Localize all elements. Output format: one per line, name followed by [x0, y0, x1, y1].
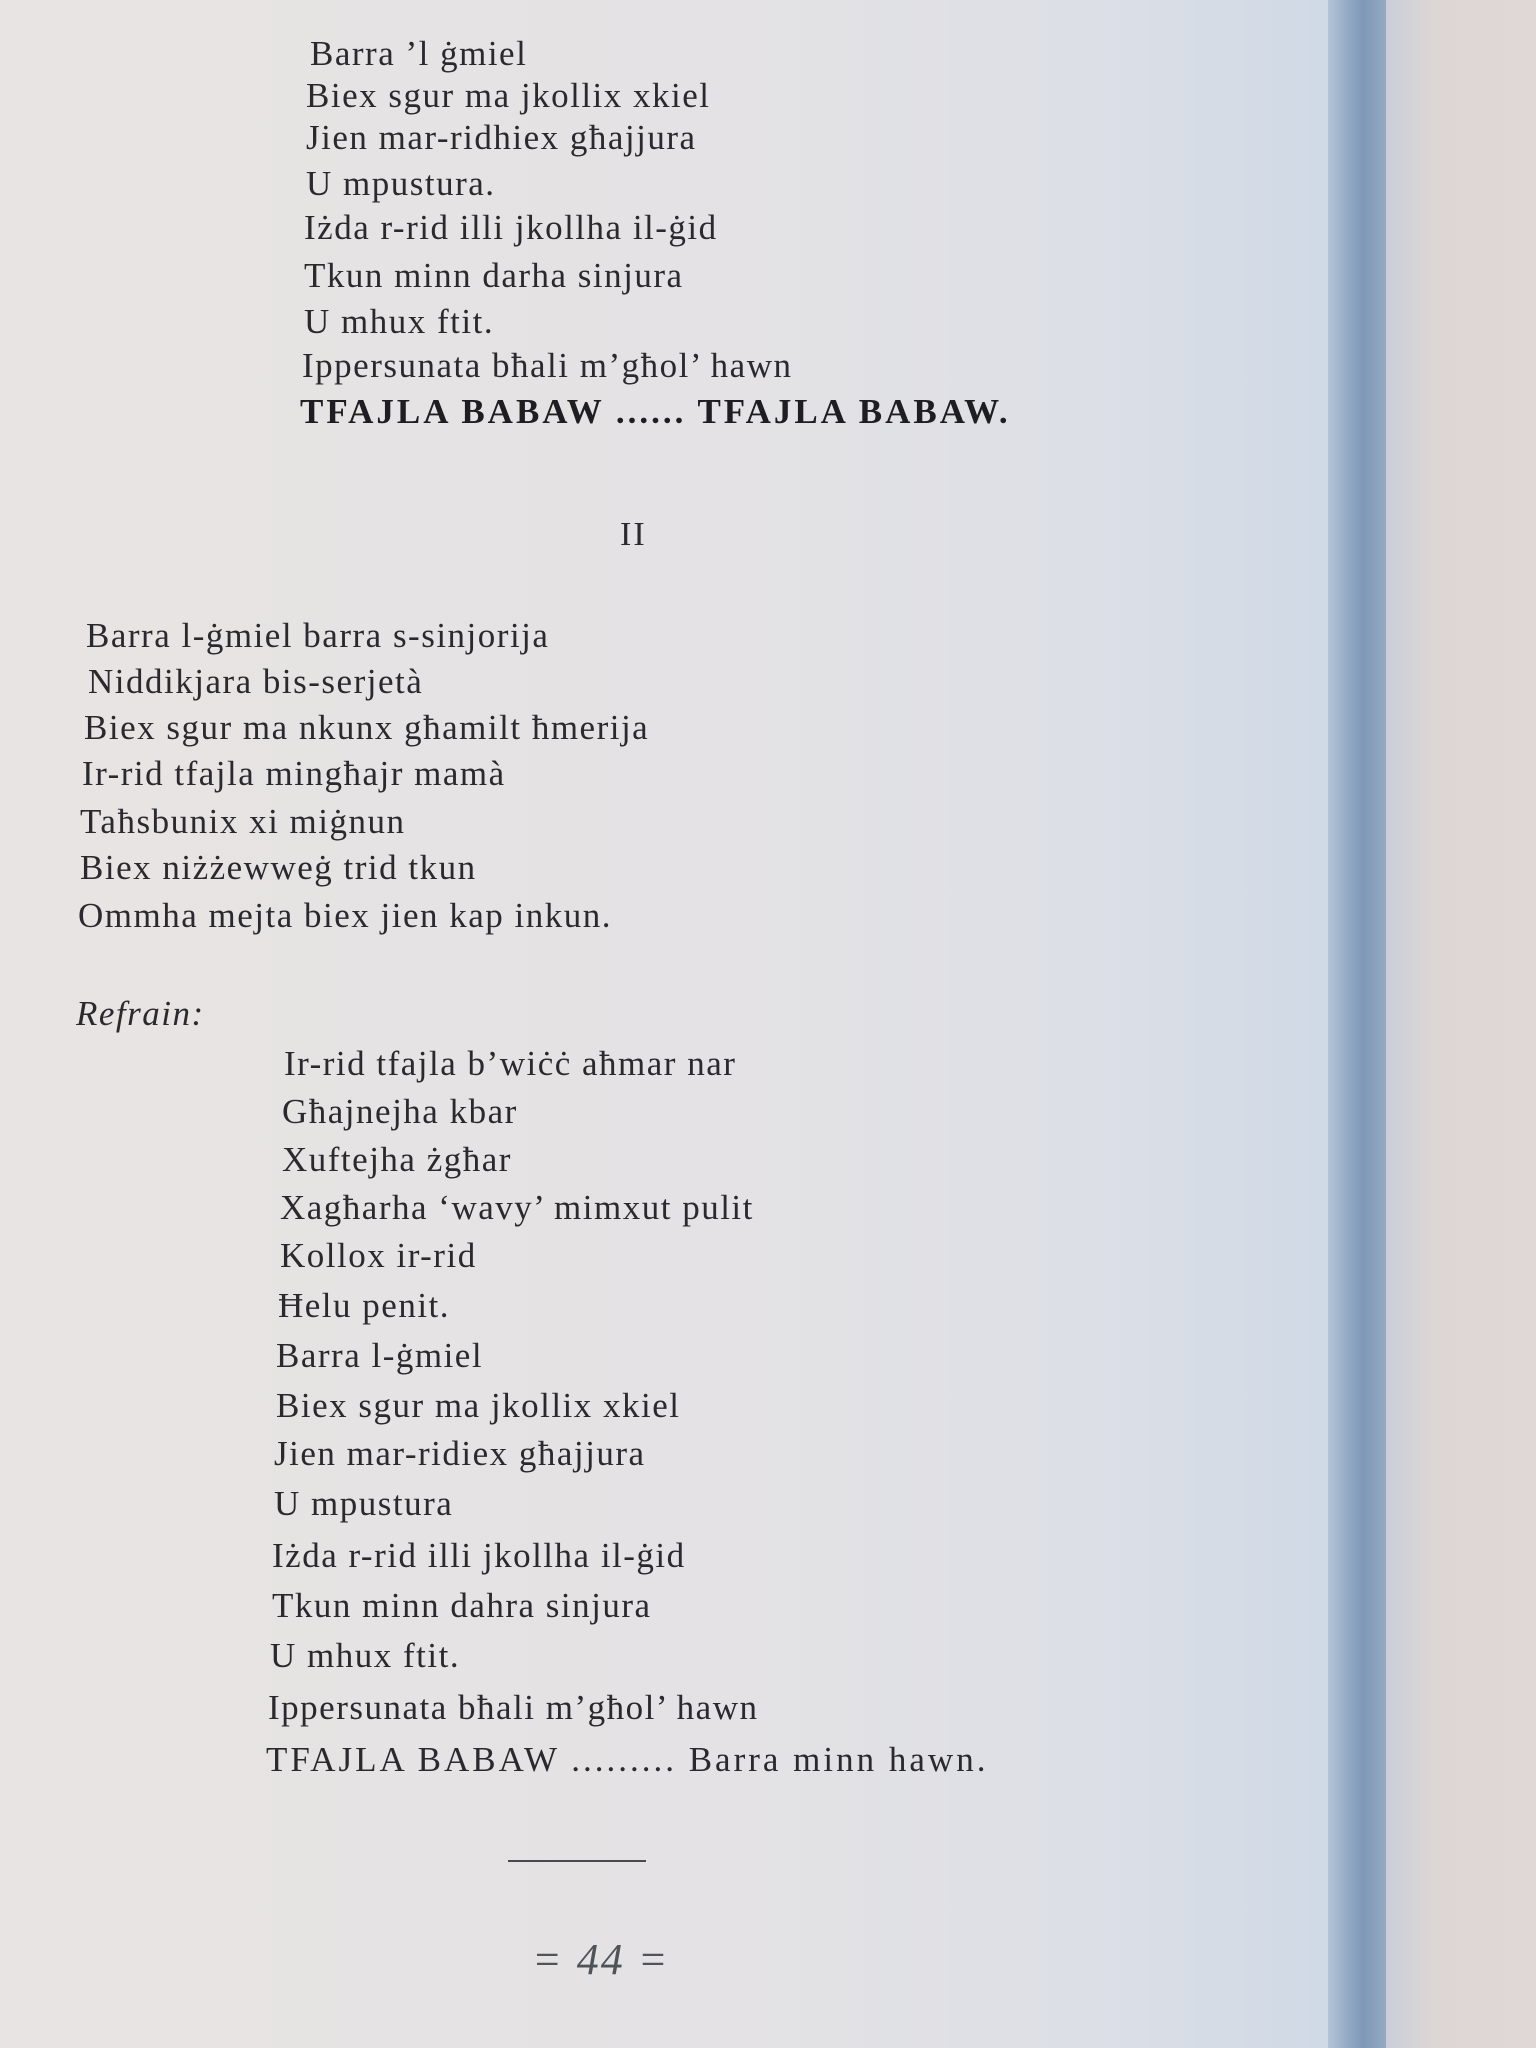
refrain-label: Refrain:	[76, 994, 205, 1033]
verse-line: U mpustura.	[306, 164, 496, 203]
verse-line: Taħsbunix xi miġnun	[80, 802, 406, 841]
refrain-line: Ħelu penit.	[278, 1286, 451, 1325]
refrain-line: Xagħarha ‘wavy’ mimxut pulit	[280, 1188, 754, 1227]
verse-line: U mhux ftit.	[304, 302, 495, 341]
verse-line: Biex sgur ma jkollix xkiel	[306, 76, 711, 115]
verse-line: Barra l-ġmiel barra s-sinjorija	[86, 616, 550, 655]
verse-line: Ommha mejta biex jien kap inkun.	[78, 896, 613, 935]
book-binding	[1328, 0, 1386, 2048]
refrain-line: Ippersunata bħali m’għol’ hawn	[268, 1688, 759, 1727]
refrain-line: U mhux ftit.	[270, 1636, 461, 1675]
adjacent-page-edge	[1386, 0, 1536, 2048]
refrain-line: Xuftejha żgħar	[282, 1140, 512, 1179]
page-number: = 44 =	[532, 1935, 670, 1984]
verse-line: Barra ’l ġmiel	[310, 34, 528, 73]
section-numeral: II	[620, 516, 647, 553]
verse-line: Niddikjara bis-serjetà	[88, 662, 424, 701]
refrain-line: U mpustura	[274, 1484, 454, 1523]
verse-line: Biex sgur ma nkunx għamilt ħmerija	[84, 708, 650, 747]
stanza-closing-line: TFAJLA BABAW ...... TFAJLA BABAW.	[300, 392, 1011, 431]
divider-rule	[508, 1860, 646, 1862]
refrain-line: Barra l-ġmiel	[276, 1336, 484, 1375]
verse-line: Ir-rid tfajla mingħajr mamà	[82, 754, 506, 793]
verse-line: Biex niżżewweġ trid tkun	[80, 848, 477, 887]
refrain-line: Għajnejha kbar	[282, 1092, 518, 1131]
verse-line: Ippersunata bħali m’għol’ hawn	[302, 346, 793, 385]
refrain-closing-line: TFAJLA BABAW ......... Barra minn hawn.	[266, 1740, 989, 1779]
verse-line: Tkun minn darha sinjura	[304, 256, 684, 295]
refrain-line: Tkun minn dahra sinjura	[272, 1586, 652, 1625]
refrain-line: Kollox ir-rid	[280, 1236, 477, 1275]
refrain-line: Iżda r-rid illi jkollha il-ġid	[272, 1536, 686, 1575]
refrain-line: Ir-rid tfajla b’wiċċ aħmar nar	[284, 1044, 737, 1083]
verse-line: Iżda r-rid illi jkollha il-ġid	[304, 208, 718, 247]
refrain-line: Biex sgur ma jkollix xkiel	[276, 1386, 681, 1425]
verse-line: Jien mar-ridhiex għajjura	[306, 118, 697, 157]
refrain-line: Jien mar-ridiex għajjura	[274, 1434, 646, 1473]
